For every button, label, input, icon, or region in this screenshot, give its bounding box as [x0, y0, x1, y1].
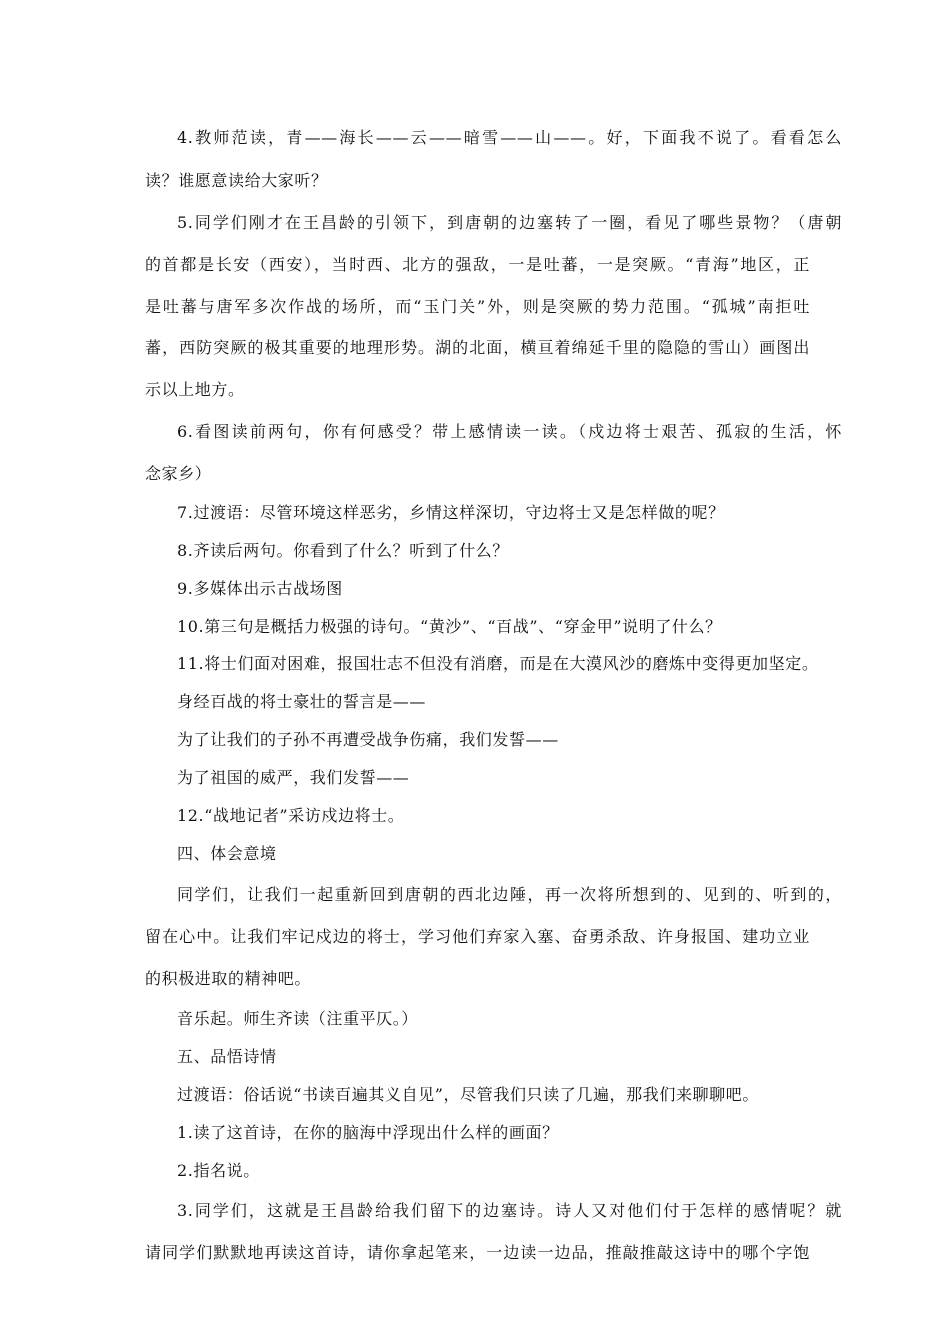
- paragraph-line: 的积极进取的精神吧。: [145, 969, 312, 988]
- paragraph-line: 留在心中。让我们牢记戍边的将士，学习他们弃家入塞、奋勇杀敌、许身报国、建功立业: [145, 927, 810, 946]
- paragraph-line: 是吐蕃与唐军多次作战的场所，而“玉门关”外，则是突厥的势力范围。“孤城”南拒吐: [145, 297, 810, 316]
- paragraph-line: 读？谁愿意读给大家听？: [145, 171, 328, 190]
- paragraph-line: 身经百战的将士豪壮的誓言是——: [177, 692, 427, 711]
- paragraph-line: 蕃，西防突厥的极其重要的地理形势。湖的北面，横亘着绵延千里的隐隐的雪山）画图出: [145, 338, 810, 357]
- paragraph-line: 为了让我们的子孙不再遭受战争伤痛，我们发誓——: [177, 730, 559, 749]
- paragraph-line: 的首都是长安（西安），当时西、北方的强敌，一是吐蕃，一是突厥。“青海”地区，正: [145, 255, 810, 274]
- paragraph-line: 10.第三句是概括力极强的诗句。“黄沙”、“百战”、“穿金甲”说明了什么？: [177, 617, 722, 636]
- paragraph-line: 1.读了这首诗，在你的脑海中浮现出什么样的画面？: [177, 1123, 559, 1142]
- paragraph-line: 7.过渡语：尽管环境这样恶劣，乡情这样深切，守边将士又是怎样做的呢？: [177, 503, 725, 522]
- paragraph-line: 2.指名说。: [177, 1161, 260, 1180]
- paragraph-line: 4.教师范读，青——海长——云——暗雪——山——。好，下面我不说了。看看怎么: [177, 128, 842, 147]
- paragraph-line: 3.同学们，这就是王昌龄给我们留下的边塞诗。诗人又对他们付于怎样的感情呢？就: [177, 1201, 842, 1220]
- paragraph-line: 音乐起。师生齐读（注重平仄。）: [177, 1009, 419, 1028]
- section-heading: 四、体会意境: [177, 844, 277, 863]
- paragraph-line: 12.“战地记者”采访戍边将士。: [177, 806, 405, 825]
- section-heading: 五、品悟诗情: [177, 1047, 277, 1066]
- paragraph-line: 5.同学们刚才在王昌龄的引领下，到唐朝的边塞转了一圈，看见了哪些景物？（唐朝: [177, 213, 842, 232]
- paragraph-line: 为了祖国的威严，我们发誓——: [177, 768, 410, 787]
- paragraph-line: 过渡语：俗话说“书读百遍其义自见”，尽管我们只读了几遍，那我们来聊聊吧。: [177, 1085, 759, 1104]
- paragraph-line: 8.齐读后两句。你看到了什么？听到了什么？: [177, 541, 509, 560]
- paragraph-line: 请同学们默默地再读这首诗，请你拿起笔来，一边读一边品，推敲推敲这诗中的哪个字饱: [145, 1243, 810, 1262]
- paragraph-line: 示以上地方。: [145, 380, 245, 399]
- paragraph-line: 6.看图读前两句，你有何感受？带上感情读一读。（戍边将士艰苦、孤寂的生活，怀: [177, 422, 842, 441]
- paragraph-line: 11.将士们面对困难，报国壮志不但没有消磨，而是在大漠风沙的磨炼中变得更加坚定。: [177, 654, 819, 673]
- paragraph-line: 同学们，让我们一起重新回到唐朝的西北边陲，再一次将所想到的、见到的、听到的，: [177, 885, 842, 904]
- paragraph-line: 9.多媒体出示古战场图: [177, 579, 343, 598]
- paragraph-line: 念家乡）: [145, 464, 212, 483]
